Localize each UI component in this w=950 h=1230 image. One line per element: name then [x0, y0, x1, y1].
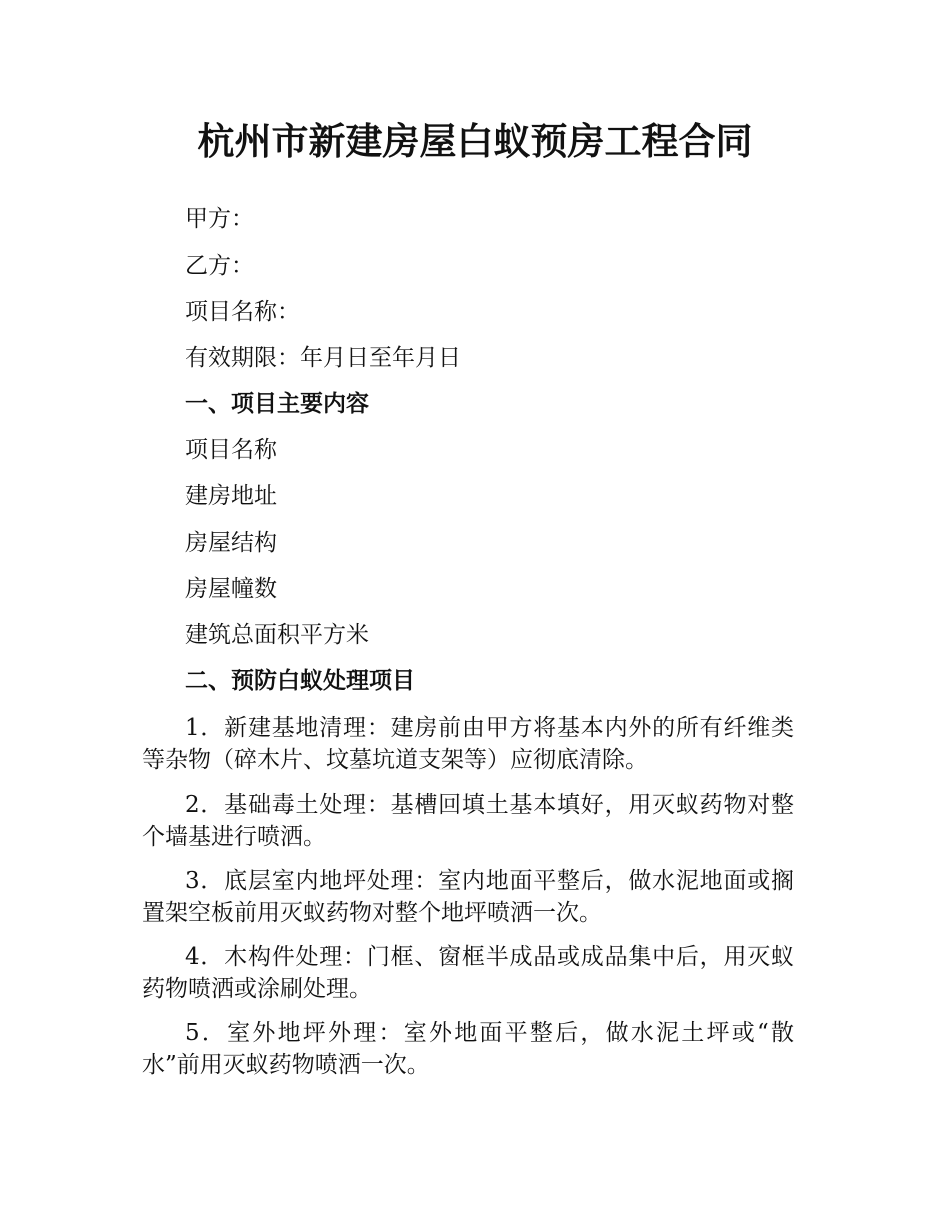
- section1-item: 房屋幢数: [185, 576, 277, 602]
- field-party-a: 甲方：: [185, 206, 254, 232]
- section1-item: 项目名称: [185, 437, 277, 463]
- section1-heading: 一、项目主要内容: [185, 391, 369, 417]
- section2-paragraph: 3．底层室内地坪处理：室内地面平整后，做水泥地面或搁置架空板前用灭蚁药物对整个地坪喷洒一次。: [142, 868, 794, 926]
- field-party-b: 乙方：: [185, 253, 254, 279]
- section2-paragraph: 4．木构件处理：门框、窗框半成品或成品集中后，用灭蚁药物喷洒或涂刷处理。: [142, 944, 794, 1002]
- section1-item: 房屋结构: [185, 530, 277, 556]
- section2-paragraph: 1．新建基地清理：建房前由甲方将基本内外的所有纤维类等杂物（碎木片、坟墓坑道支架等）应彻底清除。: [142, 715, 794, 773]
- document-title: 杭州市新建房屋白蚁预房工程合同: [197, 120, 753, 163]
- section2-paragraph: 5．室外地坪外理：室外地面平整后，做水泥土坪或“散水”前用灭蚁药物喷洒一次。: [142, 1020, 794, 1078]
- section1-item: 建筑总面积平方米: [185, 622, 369, 648]
- section2-paragraph: 2．基础毒土处理：基槽回填土基本填好，用灭蚁药物对整个墙基进行喷洒。: [142, 792, 794, 850]
- section2-heading: 二、预防白蚁处理项目: [185, 668, 415, 694]
- field-project-name: 项目名称：: [185, 299, 300, 325]
- field-validity: 有效期限：年月日至年月日: [185, 345, 461, 371]
- section1-item: 建房地址: [185, 483, 277, 509]
